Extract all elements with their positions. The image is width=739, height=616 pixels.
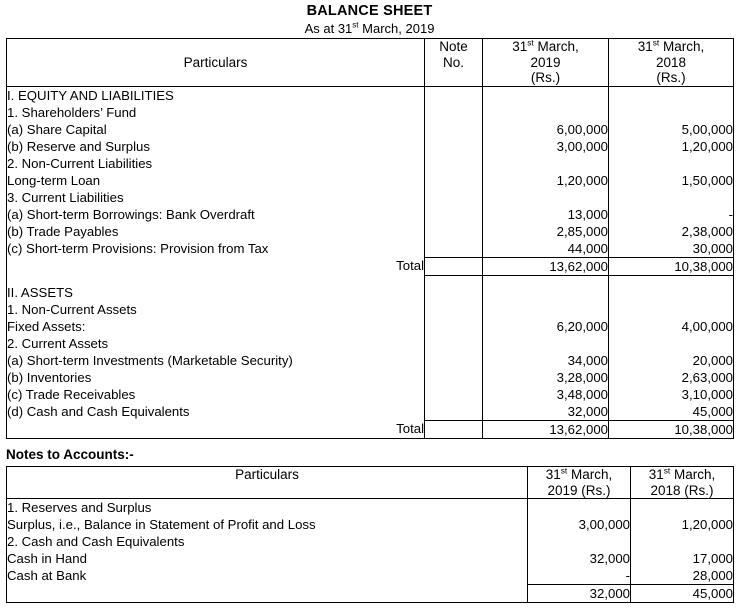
table-row xyxy=(7,86,734,104)
assets-section xyxy=(7,284,734,421)
table-row xyxy=(7,189,734,206)
row-value-2019 xyxy=(483,86,609,104)
row-value-2019: 13,000 xyxy=(483,206,609,223)
table-row xyxy=(7,138,734,155)
spacer-note xyxy=(425,275,483,284)
notes-row-label: Cash in Hand xyxy=(7,550,528,567)
spacer-2018 xyxy=(609,275,734,284)
row-note-no xyxy=(425,352,483,369)
table-row xyxy=(7,386,734,403)
notes-y2-ordinal-suffix: st xyxy=(663,465,671,476)
column-header-year-2019 xyxy=(483,39,609,87)
notes-header-row xyxy=(7,467,734,499)
y1-prefix: 31 xyxy=(512,39,528,54)
liabilities-total-section xyxy=(7,257,734,284)
table-row xyxy=(7,104,734,121)
y1-month: March, xyxy=(533,39,579,54)
notes-total-2018: 45,000 xyxy=(631,585,734,603)
notes-to-accounts-table xyxy=(6,466,734,603)
notes-total-label xyxy=(7,585,528,603)
row-note-no xyxy=(425,318,483,335)
table-header-row xyxy=(7,39,734,87)
spacer-2019 xyxy=(483,275,609,284)
row-label: (b) Inventories xyxy=(7,369,425,386)
row-value-2018: 30,000 xyxy=(609,240,734,258)
y2-year: 2018 xyxy=(655,54,687,70)
y1-year: 2019 xyxy=(530,54,561,70)
row-label: 2. Current Assets xyxy=(7,335,425,352)
row-value-2018 xyxy=(609,86,734,104)
column-header-year-2018 xyxy=(609,39,734,87)
row-value-2019: 3,28,000 xyxy=(483,369,609,386)
row-note-no xyxy=(425,121,483,138)
notes-row-value-2019: - xyxy=(528,567,631,585)
notes-row-value-2019 xyxy=(528,533,631,550)
row-note-no xyxy=(425,335,483,352)
row-value-2018: - xyxy=(609,206,734,223)
row-value-2018: 4,00,000 xyxy=(609,318,734,335)
notes-column-header-year-2019 xyxy=(528,467,631,499)
row-value-2019 xyxy=(483,189,609,206)
row-label: 2. Non-Current Liabilities xyxy=(7,155,425,172)
notes-column-header-year-2018 xyxy=(631,467,734,499)
page-title: BALANCE SHEET xyxy=(306,3,433,19)
row-value-2019 xyxy=(483,104,609,121)
notes-table-row xyxy=(7,499,734,517)
notes-table-row xyxy=(7,516,734,533)
row-value-2018 xyxy=(609,335,734,352)
table-row xyxy=(7,318,734,335)
notes-row-label: 2. Cash and Cash Equivalents xyxy=(7,533,528,550)
row-value-2018 xyxy=(609,189,734,206)
notes-row-label: 1. Reserves and Surplus xyxy=(7,499,528,517)
table-row xyxy=(7,301,734,318)
row-value-2018: 45,000 xyxy=(609,403,734,421)
y1-units: (Rs.) xyxy=(530,70,561,85)
notes-row-value-2018: 17,000 xyxy=(631,550,734,567)
row-value-2019 xyxy=(483,335,609,352)
notes-table-row xyxy=(7,533,734,550)
notes-total-section xyxy=(7,585,734,603)
row-label: (a) Short-term Borrowings: Bank Overdraft xyxy=(7,206,425,223)
row-note-no xyxy=(425,138,483,155)
row-note-no xyxy=(425,155,483,172)
notes-row-value-2018 xyxy=(631,499,734,517)
table-row xyxy=(7,240,734,258)
table-row xyxy=(7,223,734,240)
row-value-2019: 34,000 xyxy=(483,352,609,369)
row-value-2018: 2,38,000 xyxy=(609,223,734,240)
total-liabilities-2018: 10,38,000 xyxy=(609,257,734,275)
row-value-2019: 3,00,000 xyxy=(483,138,609,155)
row-label: (b) Reserve and Surplus xyxy=(7,138,425,155)
notes-y1-year-units: 2019 (Rs.) xyxy=(547,482,611,498)
row-label: 3. Current Liabilities xyxy=(7,189,425,206)
row-note-no xyxy=(425,189,483,206)
row-value-2019: 3,48,000 xyxy=(483,386,609,403)
row-value-2019: 1,20,000 xyxy=(483,172,609,189)
row-label: (d) Cash and Cash Equivalents xyxy=(7,403,425,421)
notes-y2-year-units: 2018 (Rs.) xyxy=(650,482,714,498)
row-note-no xyxy=(425,403,483,421)
row-label: (a) Short-term Investments (Marketable Security) xyxy=(7,352,425,369)
row-value-2018: 5,00,000 xyxy=(609,121,734,138)
row-value-2019: 2,85,000 xyxy=(483,223,609,240)
subtitle-prefix: As at 31 xyxy=(304,21,353,36)
row-note-no xyxy=(425,301,483,318)
row-label: (c) Short-term Provisions: Provision from Tax xyxy=(7,240,425,258)
table-row xyxy=(7,284,734,301)
row-value-2019: 32,000 xyxy=(483,403,609,421)
note-no-line2: No. xyxy=(442,54,464,70)
notes-row-label: Cash at Bank xyxy=(7,567,528,585)
row-value-2019 xyxy=(483,284,609,301)
row-value-2018: 1,20,000 xyxy=(609,138,734,155)
total-row-assets xyxy=(7,420,734,438)
row-value-2018: 2,63,000 xyxy=(609,369,734,386)
row-label: Long-term Loan xyxy=(7,172,425,189)
notes-y2-month: March, xyxy=(670,467,716,482)
table-row xyxy=(7,121,734,138)
table-row xyxy=(7,403,734,421)
notes-row-value-2019: 32,000 xyxy=(528,550,631,567)
notes-table-head xyxy=(7,467,734,499)
balance-sheet-table-head xyxy=(7,39,734,87)
row-note-no xyxy=(425,104,483,121)
balance-sheet-table xyxy=(6,38,734,439)
table-row xyxy=(7,155,734,172)
table-row xyxy=(7,335,734,352)
page-subtitle xyxy=(0,20,739,37)
notes-row-value-2018 xyxy=(631,533,734,550)
notes-row-label: Surplus, i.e., Balance in Statement of Profit and Loss xyxy=(7,516,528,533)
total-note-liabilities xyxy=(425,257,483,275)
notes-row-value-2018: 1,20,000 xyxy=(631,516,734,533)
table-row xyxy=(7,369,734,386)
y2-month: March, xyxy=(659,39,705,54)
column-header-note-no xyxy=(425,39,483,87)
notes-y1-month: March, xyxy=(567,467,613,482)
note-no-line1: Note xyxy=(439,39,468,54)
row-label: (a) Share Capital xyxy=(7,121,425,138)
table-row xyxy=(7,206,734,223)
row-value-2019: 44,000 xyxy=(483,240,609,258)
notes-row-value-2019 xyxy=(528,499,631,517)
row-label: (c) Trade Receivables xyxy=(7,386,425,403)
subtitle-ordinal-suffix: st xyxy=(352,20,359,30)
row-label: I. EQUITY AND LIABILITIES xyxy=(7,86,425,104)
row-note-no xyxy=(425,386,483,403)
row-label: (b) Trade Payables xyxy=(7,223,425,240)
total-row-liabilities xyxy=(7,257,734,275)
assets-total-section xyxy=(7,420,734,438)
row-value-2018 xyxy=(609,284,734,301)
column-header-particulars: Particulars xyxy=(7,39,425,87)
section-spacer-row xyxy=(7,275,734,284)
notes-row-value-2018: 28,000 xyxy=(631,567,734,585)
notes-total-2019: 32,000 xyxy=(528,585,631,603)
total-liabilities-2019: 13,62,000 xyxy=(483,257,609,275)
row-value-2018: 1,50,000 xyxy=(609,172,734,189)
total-label-assets: Total xyxy=(7,420,425,438)
row-value-2019 xyxy=(483,155,609,172)
table-row xyxy=(7,172,734,189)
notes-y2-prefix: 31 xyxy=(648,467,664,482)
y2-prefix: 31 xyxy=(637,39,653,54)
row-note-no xyxy=(425,369,483,386)
row-label: 1. Non-Current Assets xyxy=(7,301,425,318)
row-note-no xyxy=(425,86,483,104)
row-note-no xyxy=(425,240,483,258)
equity-and-liabilities-section xyxy=(7,86,734,257)
row-value-2018 xyxy=(609,104,734,121)
notes-row-value-2019: 3,00,000 xyxy=(528,516,631,533)
row-note-no xyxy=(425,206,483,223)
table-row xyxy=(7,352,734,369)
row-label: II. ASSETS xyxy=(7,284,425,301)
notes-table-row xyxy=(7,567,734,585)
notes-table-row xyxy=(7,550,734,567)
subtitle-suffix: March, 2019 xyxy=(358,21,435,36)
row-value-2018: 3,10,000 xyxy=(609,386,734,403)
y2-units: (Rs.) xyxy=(656,70,686,85)
total-assets-2019: 13,62,000 xyxy=(483,420,609,438)
notes-y1-ordinal-suffix: st xyxy=(560,465,568,476)
spacer-particulars xyxy=(7,275,425,284)
row-value-2019: 6,00,000 xyxy=(483,121,609,138)
row-value-2018 xyxy=(609,155,734,172)
row-label: Fixed Assets: xyxy=(7,318,425,335)
row-value-2018 xyxy=(609,301,734,318)
row-label: 1. Shareholders’ Fund xyxy=(7,104,425,121)
notes-to-accounts-heading: Notes to Accounts:- xyxy=(6,447,134,462)
row-value-2019 xyxy=(483,301,609,318)
row-note-no xyxy=(425,284,483,301)
notes-total-row xyxy=(7,585,734,603)
y2-ordinal-suffix: st xyxy=(652,37,660,48)
total-note-assets xyxy=(425,420,483,438)
row-value-2019: 6,20,000 xyxy=(483,318,609,335)
y1-ordinal-suffix: st xyxy=(527,37,534,48)
total-assets-2018: 10,38,000 xyxy=(609,420,734,438)
total-label-liabilities: Total xyxy=(7,257,425,275)
row-note-no xyxy=(425,172,483,189)
notes-column-header-particulars: Particulars xyxy=(7,467,528,499)
row-value-2018: 20,000 xyxy=(609,352,734,369)
row-note-no xyxy=(425,223,483,240)
notes-y1-prefix: 31 xyxy=(545,467,561,482)
notes-table-body xyxy=(7,499,734,585)
